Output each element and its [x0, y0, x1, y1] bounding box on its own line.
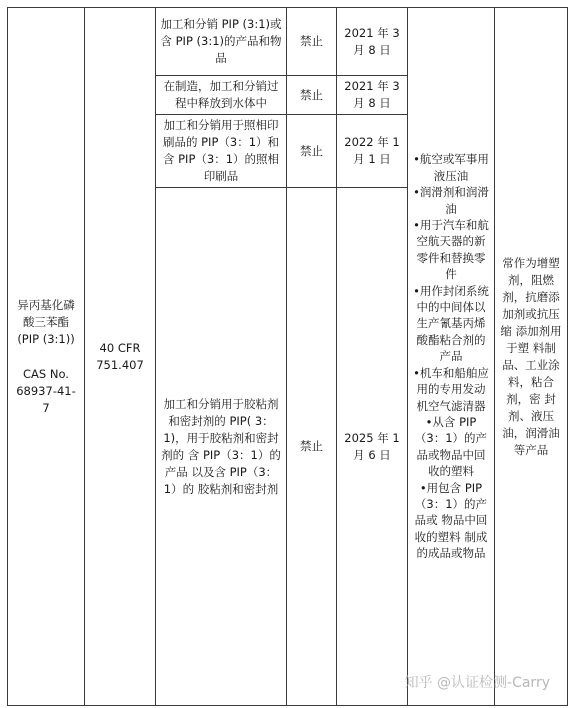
- cfr-section: 751.407: [96, 357, 144, 372]
- watermark: 知乎 @认证检测-Carry: [404, 675, 550, 691]
- compliance-date-cell: 2021 年 3 月 8 日: [337, 76, 408, 115]
- cas-number: 7: [42, 400, 50, 415]
- list-item: •用作封闭系统中的中间体以生产氰基丙烯酸酯粘合剂的产品: [413, 283, 489, 364]
- cfr-label: 40 CFR: [99, 340, 141, 355]
- exemptions-cell: [408, 8, 495, 706]
- list-item: •机车和船舶应用的专用发动机空气滤清器: [413, 365, 489, 413]
- restriction-cell: 禁止: [287, 188, 337, 706]
- list-item: •用于汽车和航空航天器的新零件和替换零件: [413, 218, 489, 282]
- list-item: •用包含 PIP（3：1）的产品或 物品中回 收的塑料 制成的成品或物品: [414, 480, 488, 561]
- substance-name-line: (PIP (3:1)): [17, 331, 75, 346]
- substance-cell: [8, 8, 85, 706]
- restriction-cell: 禁止: [287, 115, 337, 188]
- cas-number: 68937-41-: [16, 383, 76, 398]
- activity-cell: 加工和分销 PIP (3:1)或含 PIP (3:1)的产品和物品: [156, 8, 287, 76]
- activity-cell: 在制造，加工和分销过程中释放到水体中: [156, 76, 287, 115]
- cas-label: CAS No.: [23, 366, 69, 381]
- restriction-cell: 禁止: [287, 76, 337, 115]
- activity-cell: 加工和分销用于胶粘剂 和密封剂的 PIP( 3：1)，用于胶粘剂和密封剂的 含 PIP（3：1）的产品 以及含 PIP（3：1）的 胶粘剂和密封剂: [156, 188, 287, 706]
- typical-uses-cell: 常作为增塑剂，阻燃剂，抗磨添加剂或抗压缩 添加剂用于塑 料制品、工业涂 料，粘合剂，密 封剂、液压油，润滑油等产品: [495, 8, 568, 706]
- compliance-date-cell: 2025 年 1 月 6 日: [337, 188, 408, 706]
- compliance-date-cell: 2021 年 3 月 8 日: [337, 8, 408, 76]
- list-item: •润滑剂和润滑油: [413, 185, 489, 216]
- table-row: [8, 8, 568, 76]
- substance-name-line: 酸三苯酯: [23, 314, 69, 329]
- list-item: •航空或军事用液压油: [413, 152, 489, 183]
- cfr-cell: [85, 8, 156, 706]
- compliance-date-cell: 2022 年 1 月 1 日: [337, 115, 408, 188]
- list-item: •从含 PIP（3：1）的产品或物品中回收的塑料: [414, 414, 488, 479]
- activity-cell: 加工和分销用于照相印刷品的 PIP（3：1）和含 PIP（3：1）的照相印刷品: [156, 115, 287, 188]
- substance-name-line: 异丙基化磷: [17, 297, 75, 312]
- exemption-list: [411, 151, 491, 561]
- regulation-table: [7, 7, 568, 706]
- restriction-cell: 禁止: [287, 8, 337, 76]
